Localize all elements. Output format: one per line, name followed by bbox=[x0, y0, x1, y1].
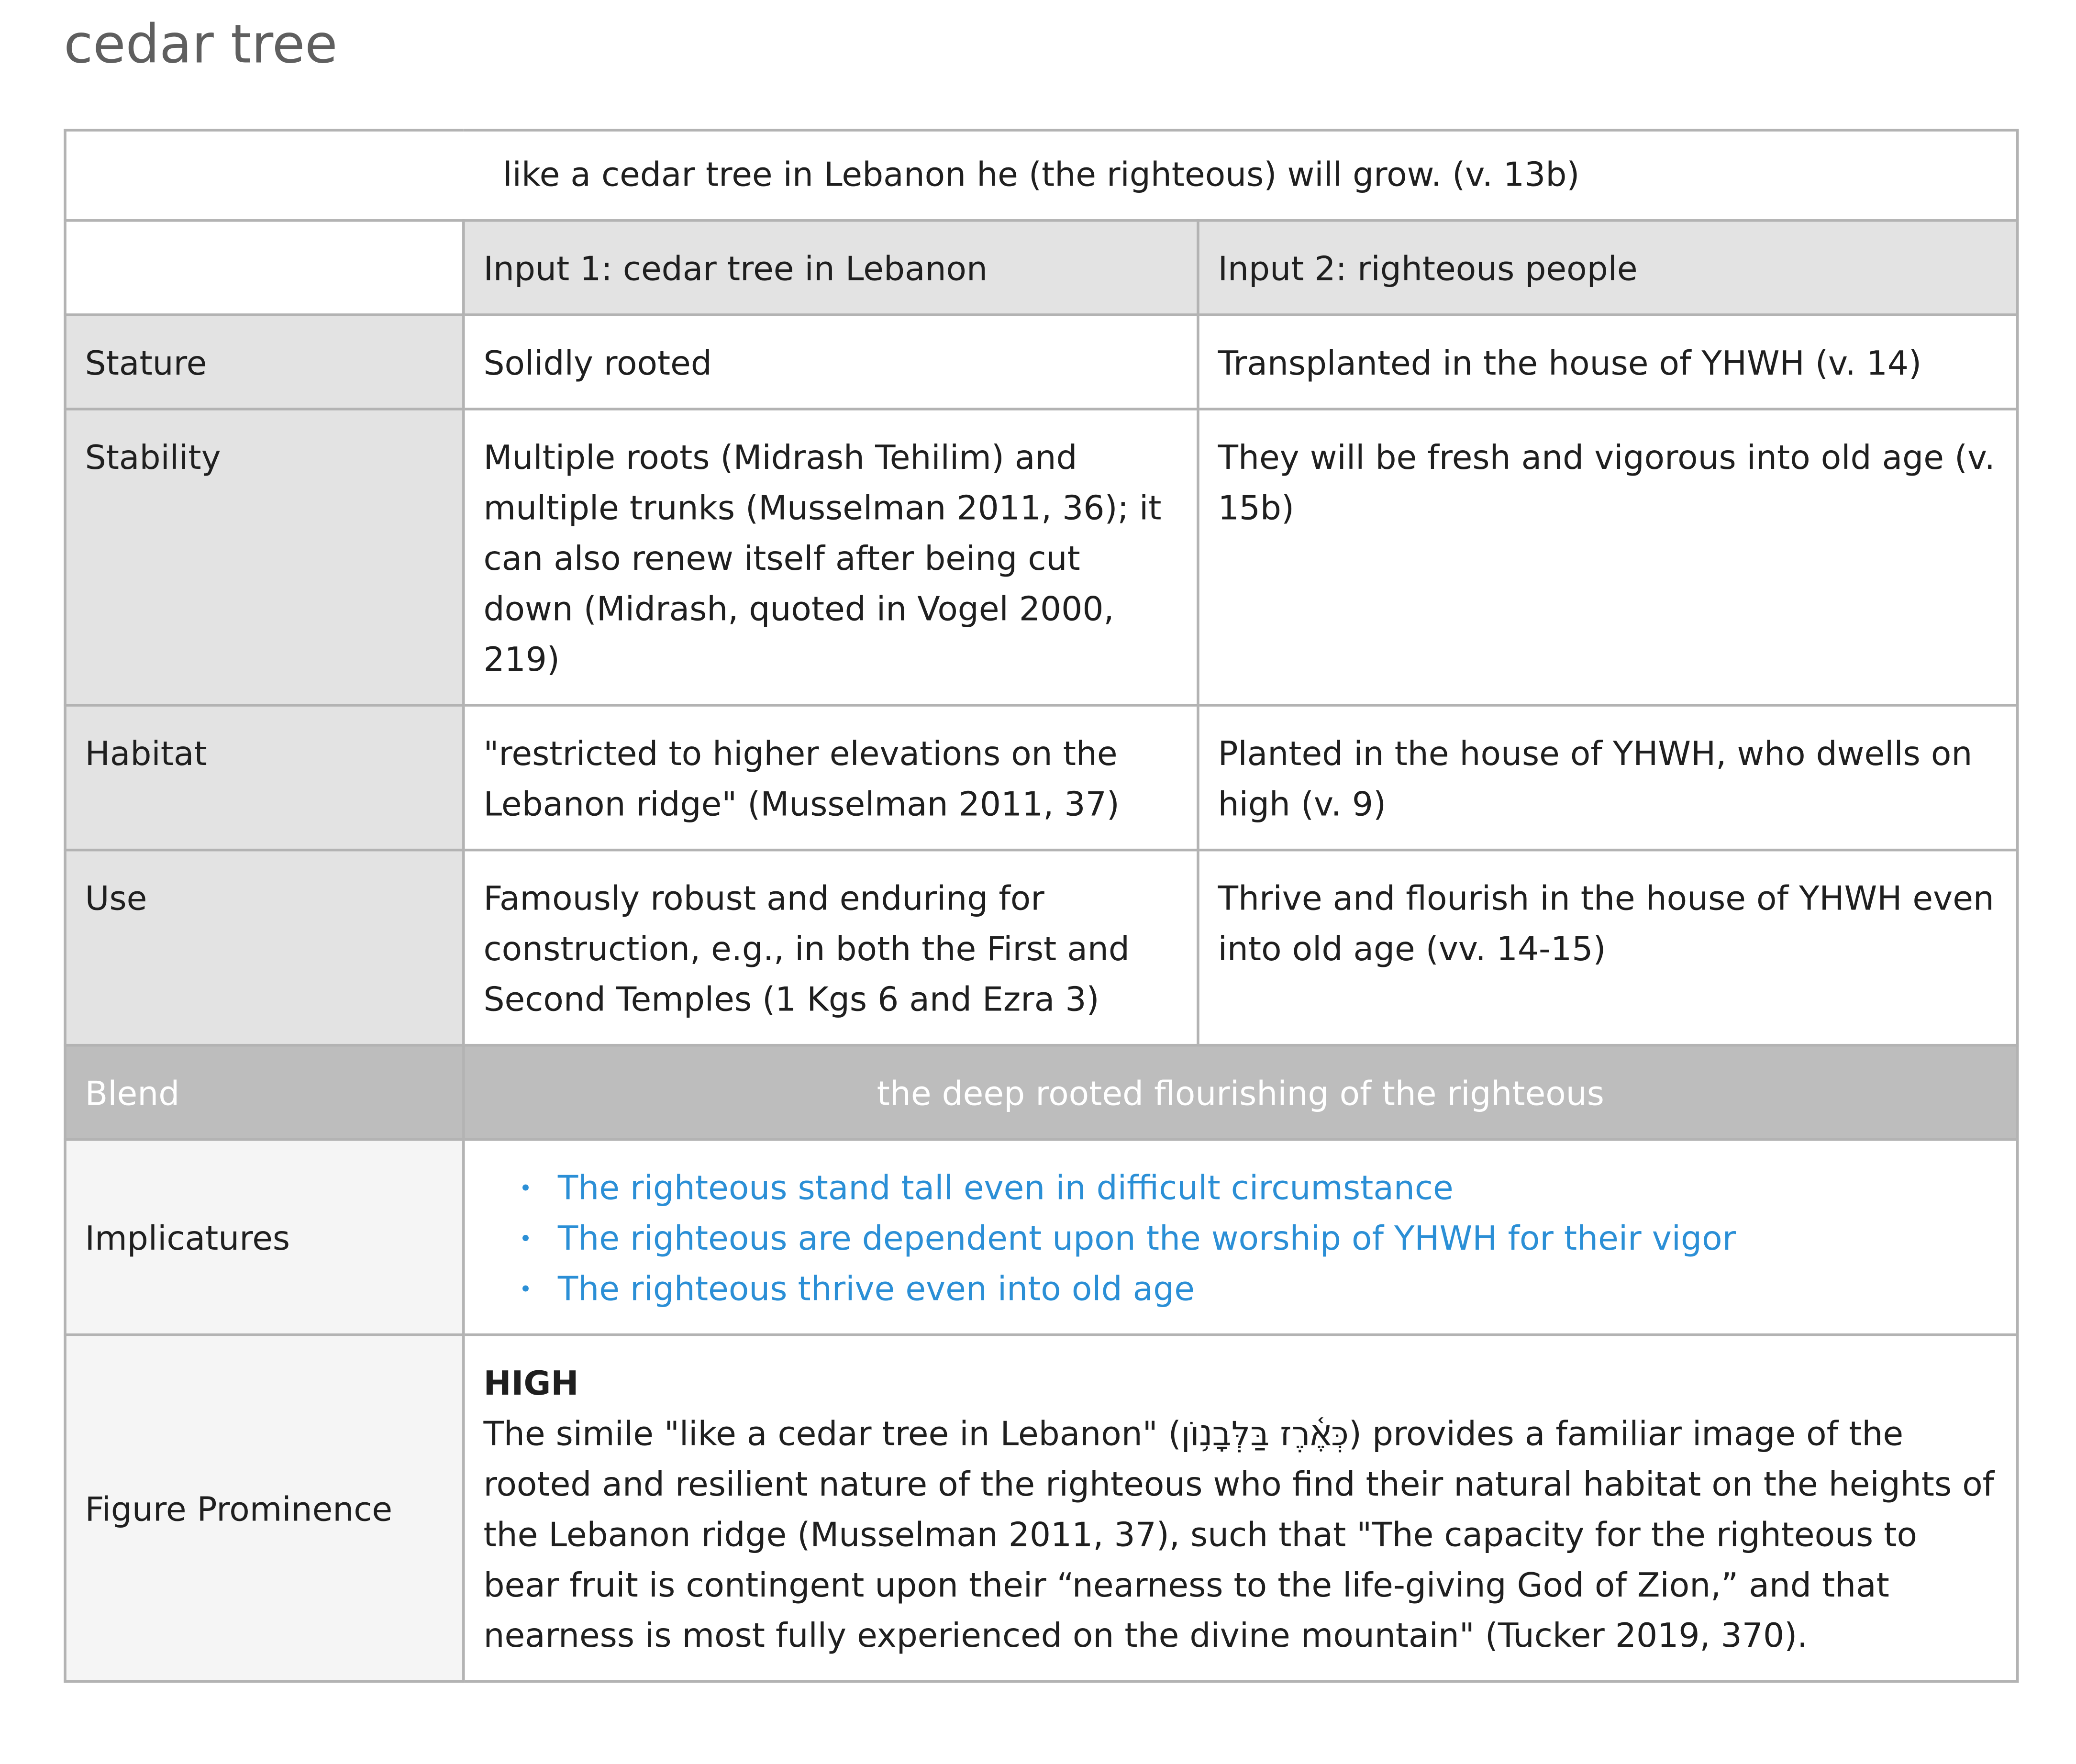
hebrew-phrase: כְּאֶ֫רֶז בַּלְּבָנ֥וֹן bbox=[1181, 1414, 1349, 1453]
implicature-text: The righteous are dependent upon the worship of YHWH for their vigor bbox=[557, 1219, 1736, 1258]
row-label-habitat: Habitat bbox=[65, 705, 464, 850]
prominence-text-start: The simile "like a cedar tree in Lebanon" ( bbox=[483, 1414, 1181, 1453]
implicatures-cell bbox=[464, 1140, 2018, 1335]
implicatures-row bbox=[65, 1140, 2018, 1335]
cell-input1: Solidly rooted bbox=[464, 315, 1198, 409]
bullet-icon: • bbox=[519, 1276, 532, 1302]
implicatures-list bbox=[483, 1164, 1998, 1315]
page-title: cedar tree bbox=[64, 14, 338, 76]
blend-label: Blend bbox=[65, 1045, 464, 1140]
bullet-icon: • bbox=[519, 1226, 532, 1251]
table-row bbox=[65, 409, 2018, 705]
caption-row bbox=[65, 130, 2018, 221]
header-row bbox=[65, 221, 2018, 315]
implicatures-label: Implicatures bbox=[65, 1140, 464, 1335]
row-label-stature: Stature bbox=[65, 315, 464, 409]
header-blank-cell bbox=[65, 221, 464, 315]
table-row bbox=[65, 315, 2018, 409]
header-input1: Input 1: cedar tree in Lebanon bbox=[464, 221, 1198, 315]
blend-row bbox=[65, 1045, 2018, 1140]
list-item[interactable] bbox=[519, 1214, 1998, 1264]
prominence-level: HIGH bbox=[483, 1364, 579, 1403]
cell-input2: Thrive and flourish in the house of YHWH even into old age (vv. 14-15) bbox=[1198, 850, 2018, 1045]
row-label-use: Use bbox=[65, 850, 464, 1045]
cell-input2: Transplanted in the house of YHWH (v. 14) bbox=[1198, 315, 2018, 409]
table-caption: like a cedar tree in Lebanon he (the righteous) will grow. (v. 13b) bbox=[65, 130, 2018, 221]
cell-input1: "restricted to higher elevations on the Lebanon ridge" (Musselman 2011, 37) bbox=[464, 705, 1198, 850]
bullet-icon: • bbox=[519, 1175, 532, 1201]
cell-input2: They will be fresh and vigorous into old age (v. 15b) bbox=[1198, 409, 2018, 705]
cell-input2: Planted in the house of YHWH, who dwells on high (v. 9) bbox=[1198, 705, 2018, 850]
prominence-cell bbox=[464, 1335, 2018, 1682]
row-label-stability: Stability bbox=[65, 409, 464, 705]
table-row bbox=[65, 705, 2018, 850]
cell-input1: Famously robust and enduring for construction, e.g., in both the First and Second Temples (1 Kgs 6 and Ezra 3) bbox=[464, 850, 1198, 1045]
list-item[interactable] bbox=[519, 1164, 1998, 1214]
table-row bbox=[65, 850, 2018, 1045]
list-item[interactable] bbox=[519, 1265, 1998, 1315]
implicature-text: The righteous thrive even into old age bbox=[557, 1269, 1195, 1309]
prominence-label: Figure Prominence bbox=[65, 1335, 464, 1682]
prominence-text-end: ) provides a familiar image of the rooted and resilient nature of the righteous who find their natural habitat on the heights of the Lebanon ridge (Musselman 2011, 37), such that "The capacity for the righteous to bear fruit is contingent upon their “nearness to the life-giving God of Zion,” and that nearness is most fully experienced on the divine mountain" (Tucker 2019, 370). bbox=[483, 1414, 1995, 1655]
prominence-row bbox=[65, 1335, 2018, 1682]
implicature-text: The righteous stand tall even in difficult circumstance bbox=[557, 1168, 1454, 1208]
cell-input1: Multiple roots (Midrash Tehilim) and multiple trunks (Musselman 2011, 36); it can also renew itself after being cut down (Midrash, quoted in Vogel 2000, 219) bbox=[464, 409, 1198, 705]
figure-analysis-table bbox=[64, 129, 2019, 1683]
header-input2: Input 2: righteous people bbox=[1198, 221, 2018, 315]
blend-value: the deep rooted flourishing of the righteous bbox=[464, 1045, 2018, 1140]
